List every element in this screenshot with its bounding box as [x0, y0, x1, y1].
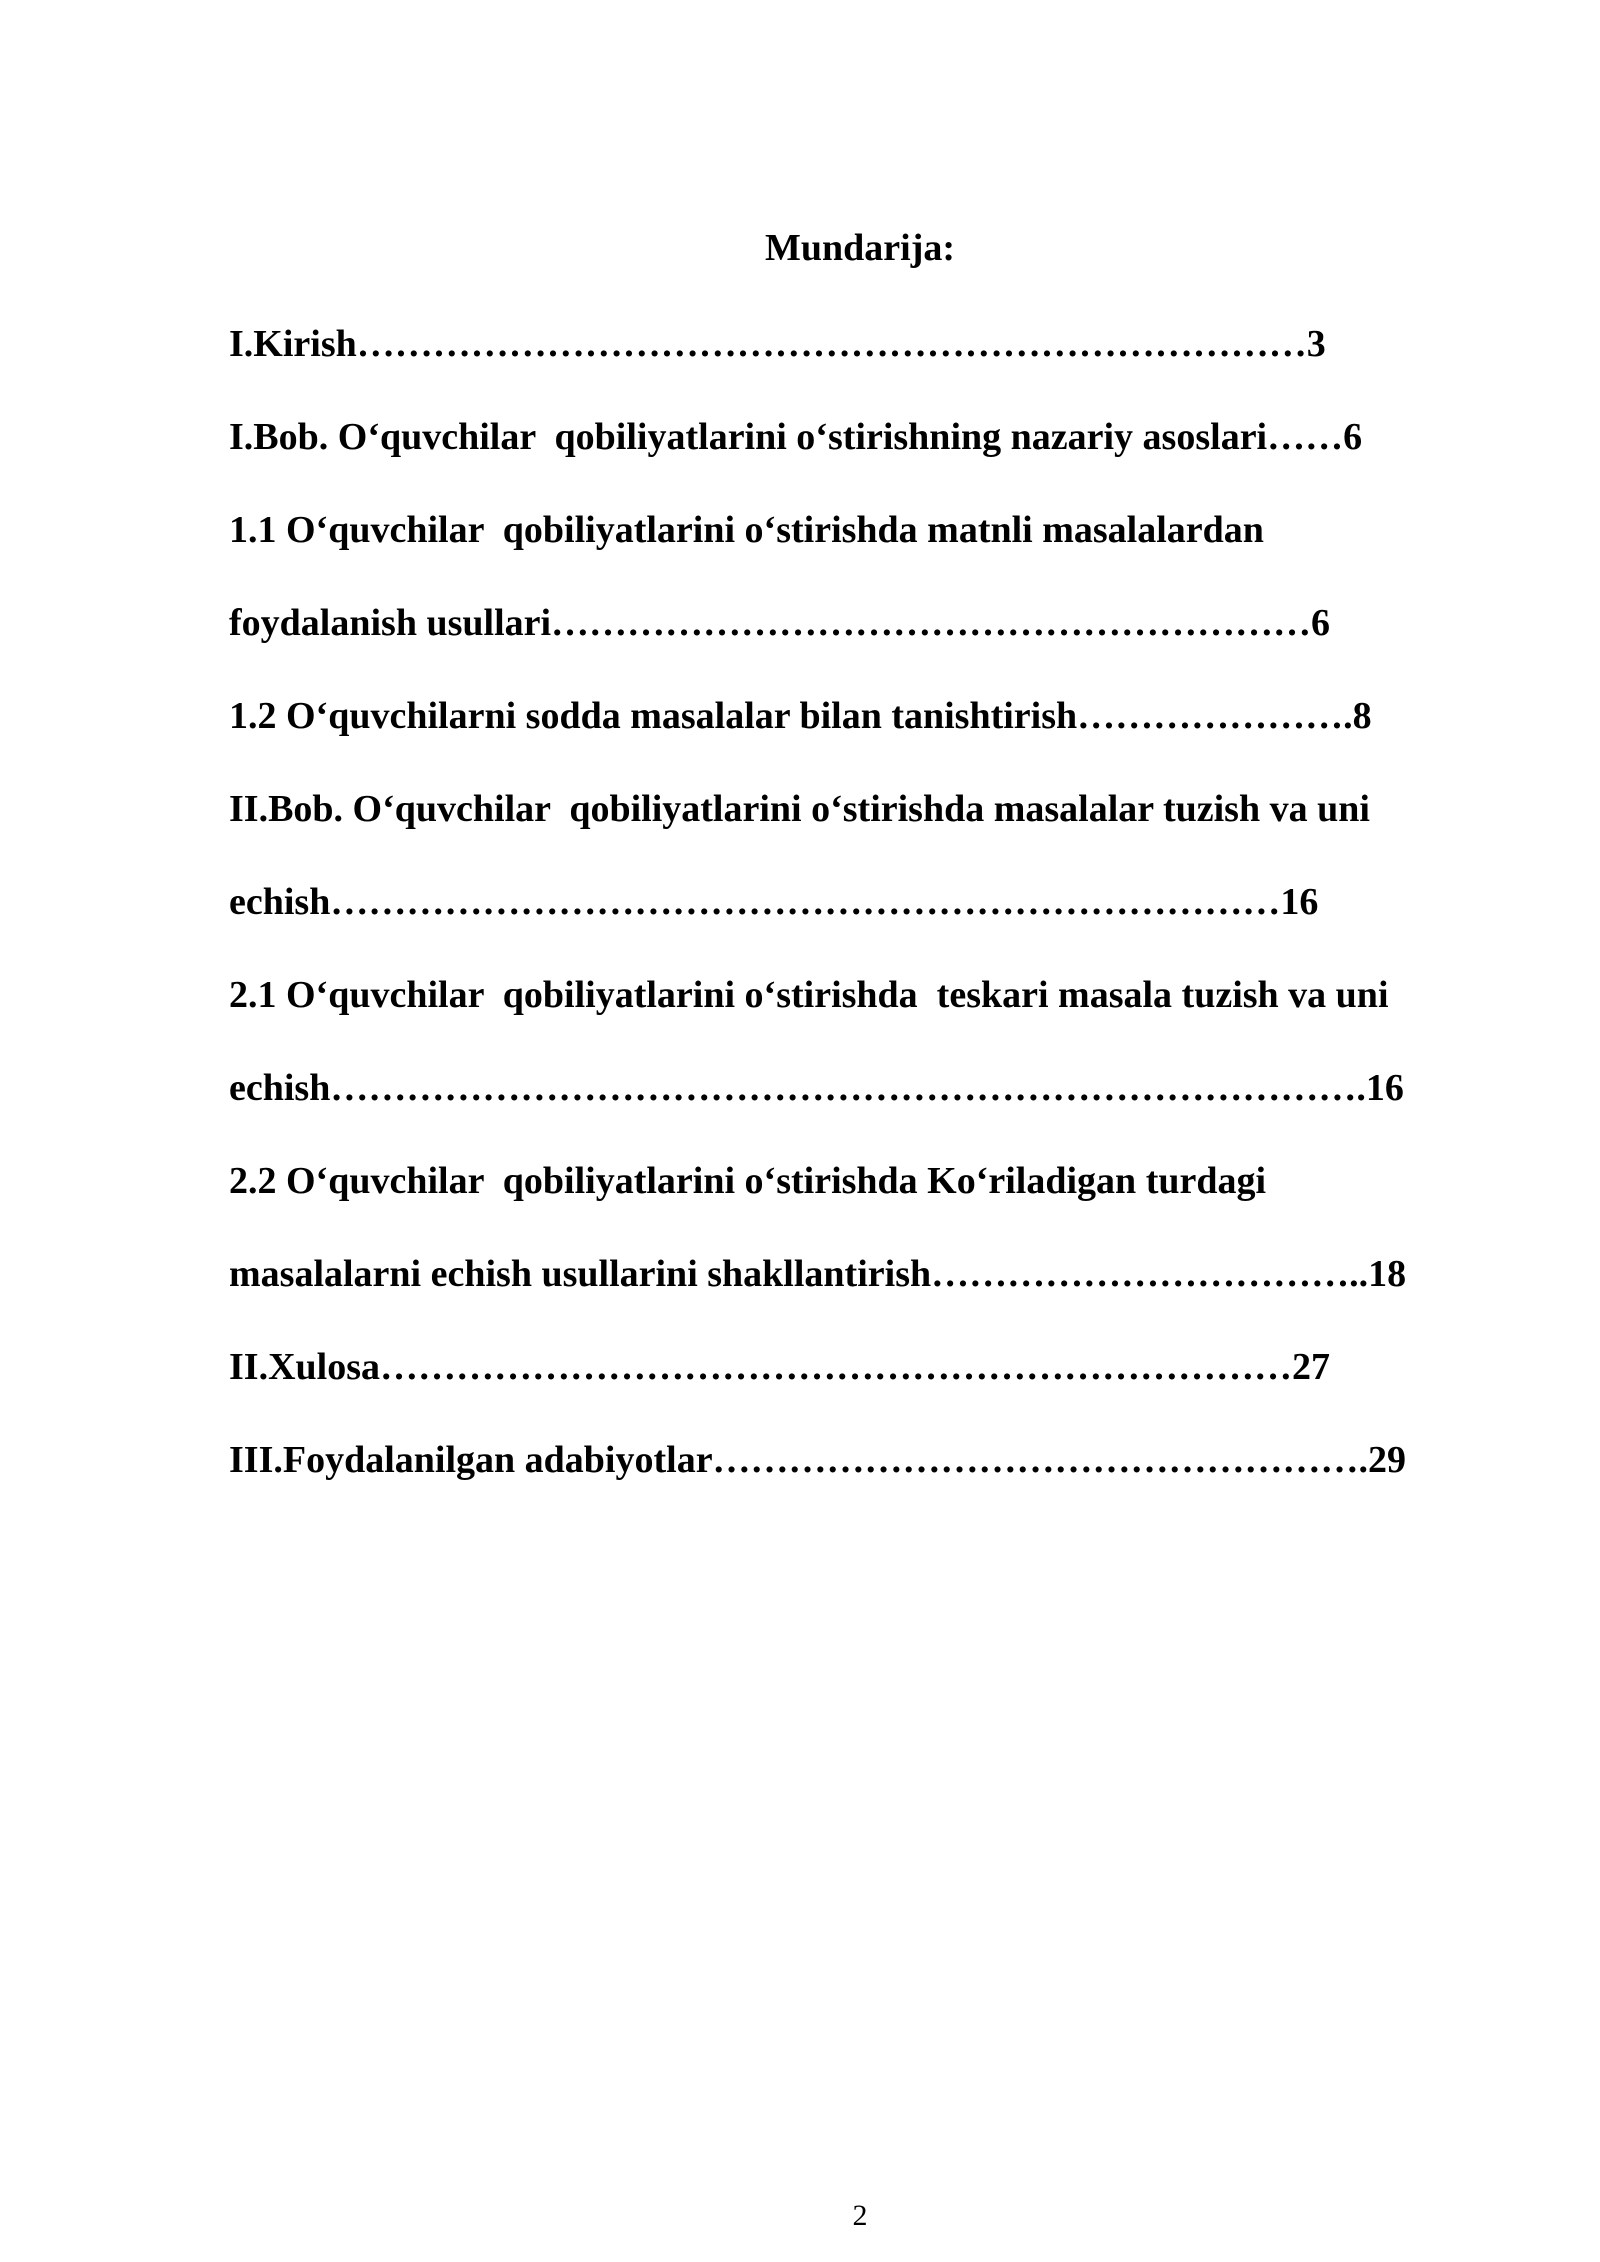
toc-entry-kirish: I.Kirish…………………………………………………………………3	[229, 323, 1326, 365]
page-number: 2	[852, 2199, 868, 2232]
toc-entry-2-1: 2.1 O‘quvchilar qobiliyatlarini o‘stirishda teskari masala tuzish va uni	[229, 974, 1389, 1016]
toc-entry-xulosa: II.Xulosa………………………………………………………………27	[229, 1346, 1330, 1388]
toc-entry-1-1-continued: foydalanish usullari……………………………………………………6	[229, 602, 1331, 644]
toc-title: Mundarija:	[765, 227, 955, 269]
toc-entry-chapter-2-continued: echish…………………………………………………………………16	[229, 881, 1319, 923]
toc-entry-2-2-continued: masalalarni echish usullarini shakllantirish……………………………..18	[229, 1253, 1407, 1295]
toc-entry-chapter-1: I.Bob. O‘quvchilar qobiliyatlarini o‘stirishning nazariy asoslari……6	[229, 416, 1363, 458]
toc-entry-adabiyotlar: III.Foydalanilgan adabiyotlar…………………………………………….29	[229, 1439, 1407, 1481]
toc-entry-2-2: 2.2 O‘quvchilar qobiliyatlarini o‘stirishda Ko‘riladigan turdagi	[229, 1160, 1267, 1202]
toc-entry-2-1-continued: echish……………………………………………………………………….16	[229, 1067, 1404, 1109]
toc-entry-1-1: 1.1 O‘quvchilar qobiliyatlarini o‘stirishda matnli masalalardan	[229, 509, 1264, 551]
toc-entry-chapter-2: II.Bob. O‘quvchilar qobiliyatlarini o‘stirishda masalalar tuzish va uni	[229, 788, 1370, 830]
toc-entry-1-2: 1.2 O‘quvchilarni sodda masalalar bilan tanishtirish………………….8	[229, 695, 1372, 737]
